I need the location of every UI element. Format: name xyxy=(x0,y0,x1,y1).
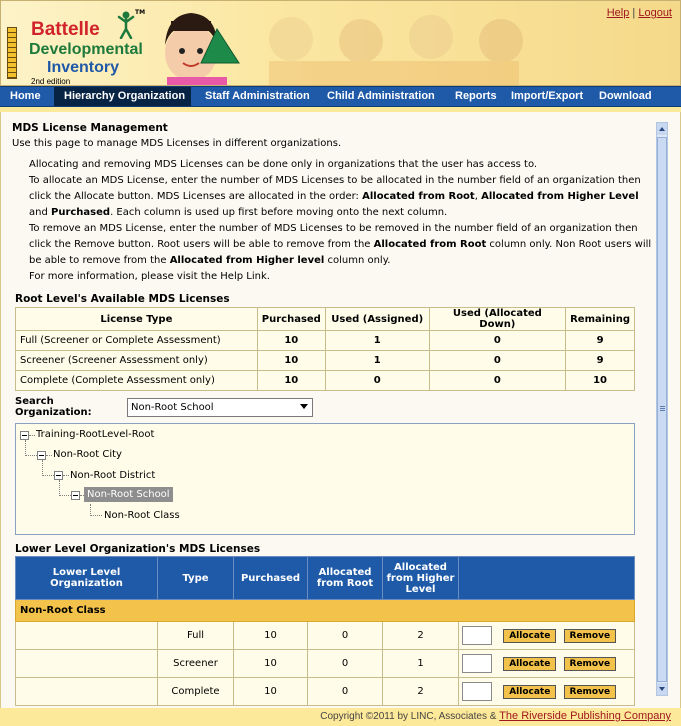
header-banner xyxy=(0,0,681,86)
col-used-assigned: Used (Assigned) xyxy=(325,308,429,331)
instruction-access: Allocating and removing MDS Licenses can be done only in organizations that the user has access to. xyxy=(29,159,538,170)
organization-cell xyxy=(16,622,158,650)
search-organization-select[interactable] xyxy=(127,398,313,417)
col-allocated-from-higher: Allocated from Higher Level xyxy=(383,557,459,600)
copyright-text: Copyright ©2011 by LINC, Associates & xyxy=(320,711,497,722)
col-allocated-from-root: Allocated from Root xyxy=(308,557,383,600)
col-actions xyxy=(459,557,635,600)
remaining-cell: 9 xyxy=(566,331,635,351)
nav-download[interactable]: Download xyxy=(599,90,652,102)
col-purchased: Purchased xyxy=(234,557,308,600)
table-row xyxy=(16,622,635,650)
vertical-scrollbar[interactable] xyxy=(656,122,668,696)
nav-reports[interactable]: Reports xyxy=(455,90,497,102)
table-row xyxy=(16,678,635,706)
footer xyxy=(0,708,681,726)
logo-line2: Developmental xyxy=(29,41,143,58)
table-row xyxy=(16,351,635,371)
type-cell: Complete xyxy=(158,678,234,706)
tree-connector xyxy=(63,475,69,476)
used-allocated-down-cell: 0 xyxy=(429,331,566,351)
allocate-button[interactable]: Allocate xyxy=(503,657,556,671)
col-used-allocated-down: Used (Allocated Down) xyxy=(429,308,566,331)
from-higher-cell: 2 xyxy=(383,678,459,706)
child-figure-icon xyxy=(117,11,135,39)
table-row xyxy=(16,650,635,678)
trademark-mark: TM xyxy=(135,9,146,16)
ruler-icon xyxy=(7,27,17,79)
col-lower-organization: Lower Level Organization xyxy=(16,557,158,600)
actions-cell xyxy=(459,650,635,678)
license-type-cell: Full (Screener or Complete Assessment) xyxy=(16,331,258,351)
lower-licenses-title: Lower Level Organization's MDS Licenses xyxy=(15,543,261,555)
tree-connector xyxy=(59,480,60,496)
nav-child-administration[interactable]: Child Administration xyxy=(327,90,435,102)
search-organization-row xyxy=(15,397,652,417)
license-type-cell: Screener (Screener Assessment only) xyxy=(16,351,258,371)
table-header-row xyxy=(16,557,635,600)
purchased-cell: 10 xyxy=(257,351,325,371)
tree-node-district[interactable]: Non-Root District xyxy=(70,470,156,481)
remove-higher-column: Allocated from Higher level xyxy=(169,255,325,266)
from-root-cell: 0 xyxy=(308,622,383,650)
remove-button[interactable]: Remove xyxy=(564,685,617,699)
riverside-link[interactable]: The Riverside Publishing Company xyxy=(499,710,671,722)
organization-tree xyxy=(15,423,635,535)
scroll-up-icon[interactable] xyxy=(657,123,667,135)
allocate-order-higher: Allocated from Higher Level xyxy=(481,191,639,202)
allocate-comma: , xyxy=(474,191,482,202)
col-remaining: Remaining xyxy=(566,308,635,331)
remove-root-column: Allocated from Root xyxy=(373,239,487,250)
col-purchased: Purchased xyxy=(257,308,325,331)
header-links xyxy=(607,7,672,19)
nav-hierarchy-organization[interactable]: Hierarchy Organization xyxy=(54,87,191,106)
allocate-order-purchased: Purchased xyxy=(51,207,111,218)
purchased-cell: 10 xyxy=(234,650,308,678)
from-higher-cell: 2 xyxy=(383,622,459,650)
root-licenses-table xyxy=(15,307,635,391)
purchased-cell: 10 xyxy=(257,371,325,391)
type-cell: Full xyxy=(158,622,234,650)
instruction-remove xyxy=(29,221,652,269)
content-panel xyxy=(0,112,681,708)
allocate-order-root: Allocated from Root xyxy=(362,191,475,202)
used-allocated-down-cell: 0 xyxy=(429,371,566,391)
license-type-cell: Complete (Complete Assessment only) xyxy=(16,371,258,391)
collapse-icon[interactable] xyxy=(71,491,80,500)
allocate-button[interactable]: Allocate xyxy=(503,629,556,643)
table-header-row xyxy=(16,308,635,331)
scroll-down-icon[interactable] xyxy=(657,683,667,695)
col-type: Type xyxy=(158,557,234,600)
lower-licenses-table xyxy=(15,556,635,706)
allocate-text-end: . Each column is used up first before moving onto the next column. xyxy=(110,207,448,218)
tree-node-city[interactable]: Non-Root City xyxy=(53,449,122,460)
remove-text-mid: column only. Non Root users will be able to remove from the xyxy=(29,239,652,266)
tree-connector xyxy=(25,440,26,456)
tree-node-class[interactable]: Non-Root Class xyxy=(104,510,180,521)
remaining-cell: 10 xyxy=(566,371,635,391)
page-content xyxy=(12,122,652,708)
instruction-help: For more information, please visit the Help Link. xyxy=(29,271,270,282)
tree-connector xyxy=(29,435,35,436)
help-link[interactable]: Help xyxy=(606,7,630,19)
organization-cell xyxy=(16,650,158,678)
main-navigation xyxy=(0,86,681,107)
collapse-icon[interactable] xyxy=(37,451,46,460)
instructions xyxy=(29,157,652,285)
tree-connector xyxy=(25,455,37,456)
battelle-logo xyxy=(7,7,157,85)
remaining-cell: 9 xyxy=(566,351,635,371)
nav-staff-administration[interactable]: Staff Administration xyxy=(205,90,310,102)
tree-node-school[interactable]: Non-Root School xyxy=(84,487,173,502)
from-root-cell: 0 xyxy=(308,650,383,678)
used-assigned-cell: 1 xyxy=(325,331,429,351)
remove-button[interactable]: Remove xyxy=(564,657,617,671)
chevron-down-icon xyxy=(300,404,308,409)
remove-button[interactable]: Remove xyxy=(564,629,617,643)
nav-home[interactable]: Home xyxy=(10,90,41,102)
instruction-allocate xyxy=(29,173,652,221)
page-title: MDS License Management xyxy=(12,122,168,134)
children-illustration xyxy=(161,1,561,86)
allocate-text: To allocate an MDS License, enter the number of MDS Licenses to be allocated in the number field of an organization then click the Allocate button. MDS Licenses are allocated in the order: xyxy=(29,175,641,202)
purchased-cell: 10 xyxy=(234,622,308,650)
from-higher-cell: 1 xyxy=(383,650,459,678)
organization-cell xyxy=(16,678,158,706)
tree-node-root[interactable]: Training-RootLevel-Root xyxy=(36,429,155,440)
group-row xyxy=(16,600,635,622)
purchased-cell: 10 xyxy=(234,678,308,706)
tree-connector xyxy=(42,475,54,476)
tree-connector xyxy=(42,460,43,476)
used-allocated-down-cell: 0 xyxy=(429,351,566,371)
tree-connector xyxy=(90,515,102,516)
used-assigned-cell: 0 xyxy=(325,371,429,391)
search-organization-label: Search Organization: xyxy=(15,396,92,418)
used-assigned-cell: 1 xyxy=(325,351,429,371)
purchased-cell: 10 xyxy=(257,331,325,351)
tree-connector xyxy=(46,455,52,456)
logo-line3: Inventory xyxy=(47,59,120,76)
remove-text: To remove an MDS License, enter the number of MDS Licenses to be removed in the number field of an organization then click the Remove button. Root users will be able to remove from the xyxy=(29,223,638,250)
group-label: Non-Root Class xyxy=(16,600,635,622)
logo-edition: 2nd edition xyxy=(31,77,71,86)
logo-line1: Battelle xyxy=(31,19,100,40)
from-root-cell: 0 xyxy=(308,678,383,706)
table-row xyxy=(16,371,635,391)
actions-cell xyxy=(459,678,635,706)
link-separator: | xyxy=(632,7,636,19)
actions-cell xyxy=(459,622,635,650)
root-licenses-title: Root Level's Available MDS Licenses xyxy=(15,293,230,305)
logout-link[interactable]: Logout xyxy=(638,7,672,19)
table-row xyxy=(16,331,635,351)
selected-organization: Non-Root School xyxy=(131,401,214,413)
nav-import-export[interactable]: Import/Export xyxy=(511,90,584,102)
type-cell: Screener xyxy=(158,650,234,678)
quantity-input[interactable] xyxy=(462,626,492,645)
quantity-input[interactable] xyxy=(462,682,492,701)
allocate-button[interactable]: Allocate xyxy=(503,685,556,699)
remove-text-end: column only. xyxy=(324,255,391,266)
page-description: Use this page to manage MDS Licenses in different organizations. xyxy=(12,138,342,149)
tree-connector xyxy=(59,495,71,496)
col-license-type: License Type xyxy=(16,308,258,331)
quantity-input[interactable] xyxy=(462,654,492,673)
collapse-icon[interactable] xyxy=(20,431,29,440)
scroll-thumb[interactable] xyxy=(657,137,667,682)
allocate-and: and xyxy=(29,207,51,218)
collapse-icon[interactable] xyxy=(54,471,63,480)
